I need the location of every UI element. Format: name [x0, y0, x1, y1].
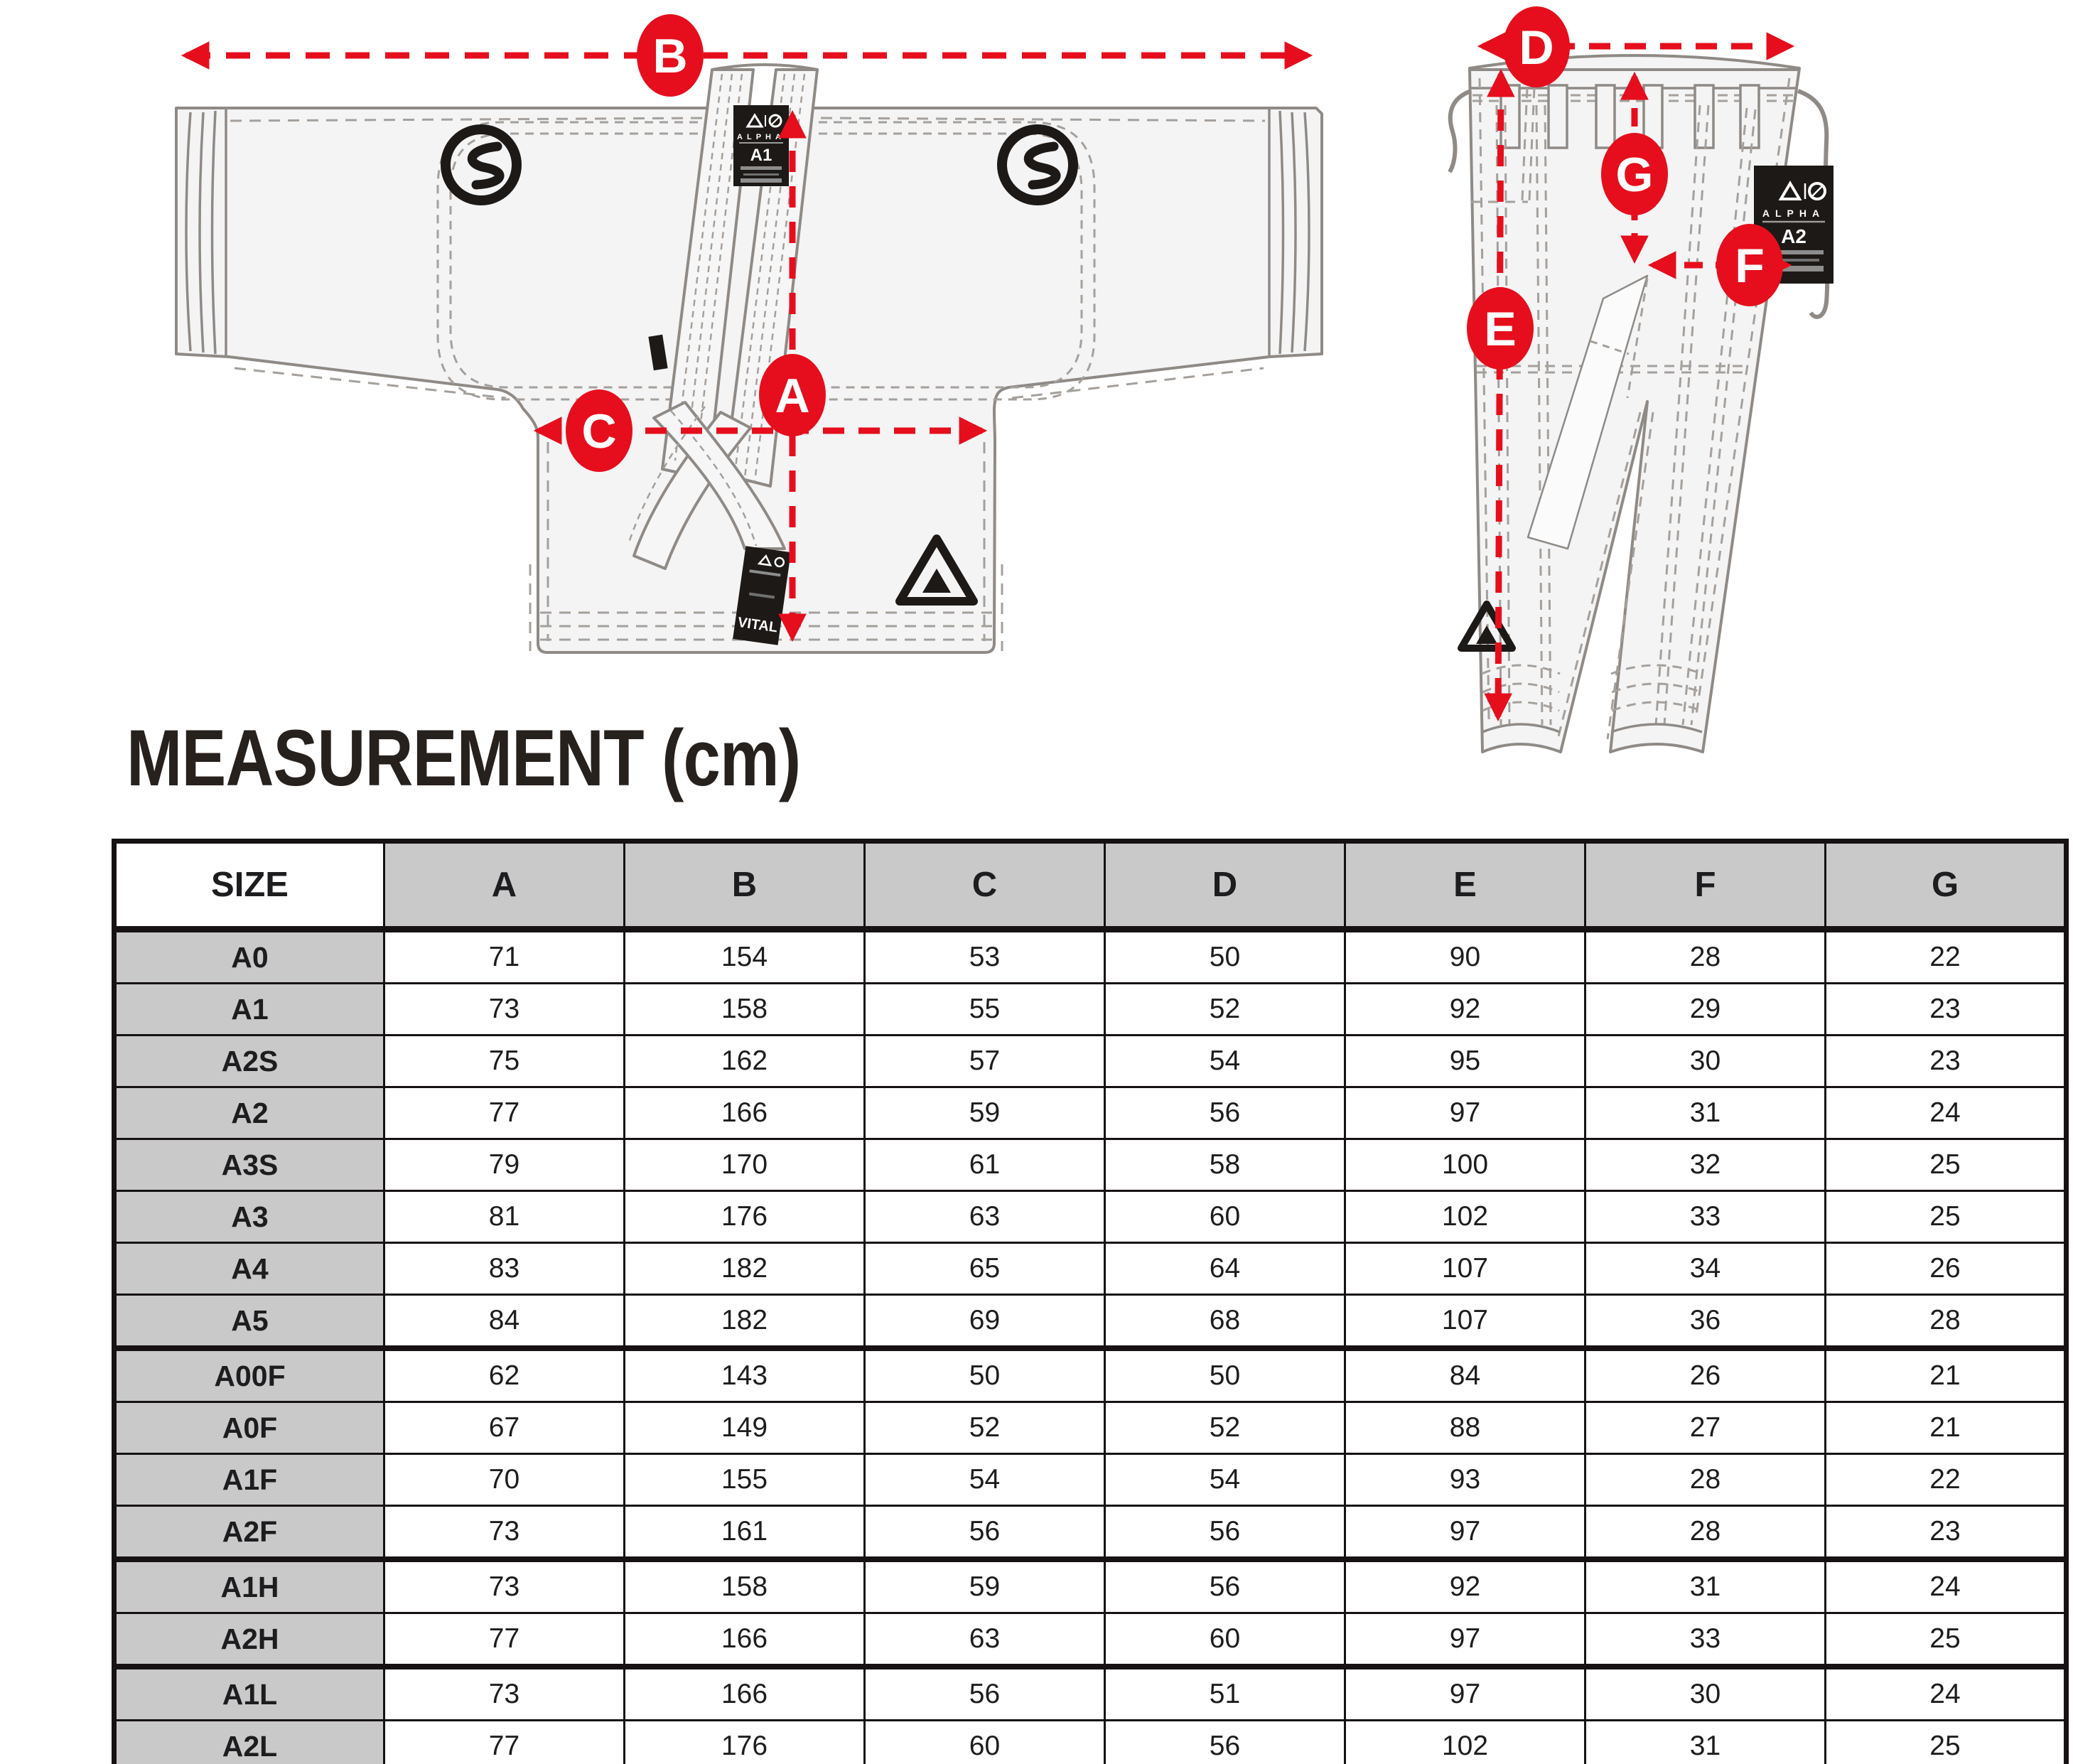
value-cell: 54	[865, 1454, 1105, 1506]
value-cell: 24	[1826, 1559, 2067, 1613]
badge-C	[566, 389, 632, 472]
size-cell: A2L	[114, 1721, 384, 1764]
value-cell: 31	[1585, 1087, 1826, 1139]
value-cell: 170	[625, 1139, 865, 1191]
value-cell: 22	[1826, 1454, 2067, 1506]
value-cell: 33	[1585, 1191, 1826, 1243]
table-row-A0F	[114, 1402, 2067, 1454]
value-cell: 64	[1105, 1243, 1345, 1295]
size-cell: A2	[114, 1087, 384, 1139]
value-cell: 92	[1345, 984, 1585, 1036]
value-cell: 56	[1105, 1559, 1345, 1613]
table-row-A2	[114, 1087, 2067, 1139]
svg-text:E: E	[1484, 302, 1517, 356]
table-row-A3	[114, 1191, 2067, 1243]
value-cell: 51	[1105, 1667, 1345, 1721]
column-header-F: F	[1585, 841, 1826, 930]
value-cell: 102	[1345, 1721, 1585, 1764]
value-cell: 26	[1826, 1243, 2067, 1295]
value-cell: 149	[625, 1402, 865, 1454]
value-cell: 63	[865, 1613, 1105, 1667]
value-cell: 166	[625, 1087, 865, 1139]
size-cell: A1H	[114, 1559, 384, 1613]
value-cell: 84	[384, 1295, 625, 1349]
size-cell: A00F	[114, 1348, 384, 1402]
value-cell: 75	[384, 1036, 625, 1087]
pants-label-brand: ALPHA	[1762, 208, 1826, 219]
value-cell: 67	[384, 1402, 625, 1454]
column-header-B: B	[625, 841, 865, 930]
value-cell: 88	[1345, 1402, 1585, 1454]
value-cell: 36	[1585, 1295, 1826, 1349]
value-cell: 60	[1105, 1191, 1345, 1243]
value-cell: 97	[1345, 1506, 1585, 1560]
value-cell: 56	[1105, 1721, 1345, 1764]
value-cell: 166	[625, 1613, 865, 1667]
table-row-A1F	[114, 1454, 2067, 1506]
value-cell: 23	[1826, 1506, 2067, 1560]
badge-G	[1601, 133, 1668, 215]
value-cell: 81	[384, 1191, 625, 1243]
svg-text:D: D	[1519, 21, 1554, 75]
value-cell: 107	[1345, 1295, 1585, 1349]
value-cell: 60	[1105, 1613, 1345, 1667]
value-cell: 56	[1105, 1506, 1345, 1560]
value-cell: 25	[1826, 1613, 2067, 1667]
svg-text:F: F	[1735, 239, 1765, 293]
value-cell: 70	[384, 1454, 625, 1506]
value-cell: 92	[1345, 1559, 1585, 1613]
value-cell: 162	[625, 1036, 865, 1087]
value-cell: 53	[865, 930, 1105, 984]
column-header-G: G	[1826, 841, 2067, 930]
value-cell: 73	[384, 1559, 625, 1613]
value-cell: 22	[1826, 930, 2067, 984]
value-cell: 50	[1105, 930, 1345, 984]
table-row-A0	[114, 930, 2067, 984]
jacket-label-size: A1	[750, 146, 772, 165]
badge-A	[759, 354, 826, 436]
table-header	[114, 841, 2067, 930]
badge-E	[1467, 287, 1534, 370]
value-cell: 97	[1345, 1667, 1585, 1721]
value-cell: 79	[384, 1139, 625, 1191]
value-cell: 34	[1585, 1243, 1826, 1295]
value-cell: 58	[1105, 1139, 1345, 1191]
garment-diagrams	[0, 0, 2073, 803]
value-cell: 102	[1345, 1191, 1585, 1243]
svg-text:C: C	[581, 404, 617, 458]
value-cell: 25	[1826, 1191, 2067, 1243]
size-cell: A0	[114, 930, 384, 984]
value-cell: 56	[1105, 1087, 1345, 1139]
value-cell: 24	[1826, 1667, 2067, 1721]
column-header-A: A	[384, 841, 625, 930]
value-cell: 25	[1826, 1139, 2067, 1191]
value-cell: 52	[1105, 1402, 1345, 1454]
value-cell: 23	[1826, 1036, 2067, 1087]
value-cell: 26	[1585, 1348, 1826, 1402]
value-cell: 50	[1105, 1348, 1345, 1402]
size-cell: A4	[114, 1243, 384, 1295]
table-row-A3S	[114, 1139, 2067, 1191]
value-cell: 59	[865, 1559, 1105, 1613]
column-header-E: E	[1345, 841, 1585, 930]
value-cell: 166	[625, 1667, 865, 1721]
value-cell: 100	[1345, 1139, 1585, 1191]
table-row-A2S	[114, 1036, 2067, 1087]
value-cell: 84	[1345, 1348, 1585, 1402]
size-cell: A1L	[114, 1667, 384, 1721]
badge-D	[1503, 6, 1570, 87]
value-cell: 54	[1105, 1454, 1345, 1506]
value-cell: 182	[625, 1295, 865, 1349]
value-cell: 73	[384, 1667, 625, 1721]
value-cell: 33	[1585, 1613, 1826, 1667]
value-cell: 95	[1345, 1036, 1585, 1087]
size-cell: A3	[114, 1191, 384, 1243]
value-cell: 52	[865, 1402, 1105, 1454]
badge-F	[1716, 224, 1783, 306]
value-cell: 69	[865, 1295, 1105, 1349]
value-cell: 25	[1826, 1721, 2067, 1764]
value-cell: 56	[865, 1667, 1105, 1721]
value-cell: 24	[1826, 1087, 2067, 1139]
value-cell: 59	[865, 1087, 1105, 1139]
table-row-A2F	[114, 1506, 2067, 1560]
table-row-A2H	[114, 1613, 2067, 1667]
table-row-A1H	[114, 1559, 2067, 1613]
value-cell: 60	[865, 1721, 1105, 1764]
value-cell: 28	[1585, 930, 1826, 984]
value-cell: 30	[1585, 1667, 1826, 1721]
value-cell: 57	[865, 1036, 1105, 1087]
value-cell: 90	[1345, 930, 1585, 984]
measurement-table-wrap	[112, 839, 2067, 1764]
value-cell: 158	[625, 1559, 865, 1613]
value-cell: 143	[625, 1348, 865, 1402]
table-row-A5	[114, 1295, 2067, 1349]
size-cell: A5	[114, 1295, 384, 1349]
svg-text:A: A	[775, 369, 810, 423]
value-cell: 93	[1345, 1454, 1585, 1506]
value-cell: 52	[1105, 984, 1345, 1036]
table-row-A1	[114, 984, 2067, 1036]
svg-text:B: B	[652, 29, 688, 83]
size-cell: A3S	[114, 1139, 384, 1191]
value-cell: 97	[1345, 1087, 1585, 1139]
size-cell: A2F	[114, 1506, 384, 1560]
table-body	[114, 930, 2067, 1764]
value-cell: 97	[1345, 1613, 1585, 1667]
value-cell: 176	[625, 1191, 865, 1243]
value-cell: 21	[1826, 1348, 2067, 1402]
value-cell: 161	[625, 1506, 865, 1560]
column-header-D: D	[1105, 841, 1345, 930]
value-cell: 182	[625, 1243, 865, 1295]
value-cell: 73	[384, 1506, 625, 1560]
value-cell: 71	[384, 930, 625, 984]
value-cell: 56	[865, 1506, 1105, 1560]
value-cell: 55	[865, 984, 1105, 1036]
value-cell: 63	[865, 1191, 1105, 1243]
value-cell: 61	[865, 1139, 1105, 1191]
size-cell: A0F	[114, 1402, 384, 1454]
value-cell: 158	[625, 984, 865, 1036]
value-cell: 62	[384, 1348, 625, 1402]
value-cell: 73	[384, 984, 625, 1036]
value-cell: 21	[1826, 1402, 2067, 1454]
value-cell: 23	[1826, 984, 2067, 1036]
size-cell: A1F	[114, 1454, 384, 1506]
size-cell: A2S	[114, 1036, 384, 1087]
svg-text:G: G	[1615, 148, 1654, 202]
pants-label-size: A2	[1781, 225, 1807, 247]
page-title: MEASUREMENT (cm)	[126, 714, 801, 802]
belt-tag-text: VITAL	[736, 614, 779, 636]
value-cell: 154	[625, 930, 865, 984]
value-cell: 68	[1105, 1295, 1345, 1349]
value-cell: 77	[384, 1087, 625, 1139]
jacket-neck-label	[733, 105, 789, 186]
value-cell: 28	[1585, 1454, 1826, 1506]
value-cell: 28	[1826, 1295, 2067, 1349]
badge-B	[637, 14, 704, 97]
size-cell: A1	[114, 984, 384, 1036]
table-row-A2L	[114, 1721, 2067, 1764]
value-cell: 83	[384, 1243, 625, 1295]
table-row-A00F	[114, 1348, 2067, 1402]
value-cell: 30	[1585, 1036, 1826, 1087]
table-row-A4	[114, 1243, 2067, 1295]
value-cell: 65	[865, 1243, 1105, 1295]
size-cell: A2H	[114, 1613, 384, 1667]
value-cell: 77	[384, 1721, 625, 1764]
value-cell: 50	[865, 1348, 1105, 1402]
value-cell: 176	[625, 1721, 865, 1764]
value-cell: 155	[625, 1454, 865, 1506]
column-header-C: C	[865, 841, 1105, 930]
value-cell: 32	[1585, 1139, 1826, 1191]
value-cell: 28	[1585, 1506, 1826, 1560]
value-cell: 31	[1585, 1559, 1826, 1613]
gi-jacket-illustration	[176, 65, 1322, 652]
table-row-A1L	[114, 1667, 2067, 1721]
value-cell: 54	[1105, 1036, 1345, 1087]
jacket-label-brand: ALPHA	[737, 133, 785, 141]
value-cell: 29	[1585, 984, 1826, 1036]
measurement-table	[112, 839, 2069, 1764]
value-cell: 107	[1345, 1243, 1585, 1295]
column-header-size: SIZE	[114, 841, 384, 930]
value-cell: 27	[1585, 1402, 1826, 1454]
value-cell: 31	[1585, 1721, 1826, 1764]
value-cell: 77	[384, 1613, 625, 1667]
